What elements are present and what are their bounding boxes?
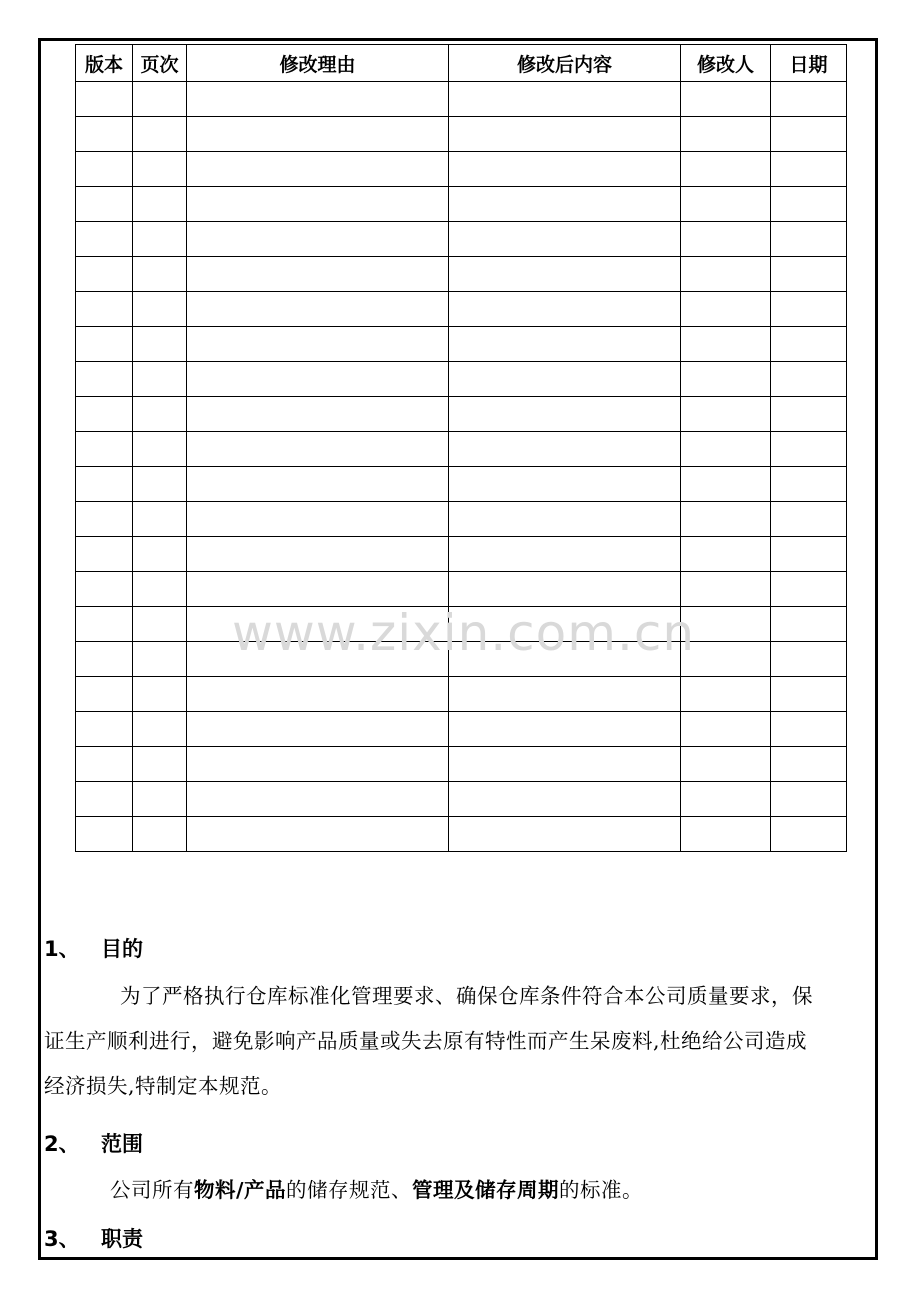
table-row — [76, 187, 847, 222]
purpose-line — [44, 974, 884, 1019]
table-cell — [771, 572, 847, 607]
section-number: 1、 — [44, 937, 80, 961]
table-cell — [681, 432, 771, 467]
table-row — [76, 572, 847, 607]
table-cell — [76, 117, 133, 152]
purpose-line: 证生产顺利进行，避免影响产品质量或失去原有特性而产生呆废料,杜绝给公司造成 — [44, 1029, 808, 1053]
table-cell — [133, 502, 187, 537]
section-number: 3、 — [44, 1227, 80, 1251]
table-cell — [681, 677, 771, 712]
table-cell — [449, 327, 681, 362]
table-cell — [76, 257, 133, 292]
table-row — [76, 432, 847, 467]
scope-text-1: 公司所有 — [110, 1178, 194, 1202]
table-cell — [681, 117, 771, 152]
table-cell — [681, 502, 771, 537]
table-cell — [133, 537, 187, 572]
table-cell — [76, 747, 133, 782]
table-cell — [187, 397, 449, 432]
table-cell — [76, 712, 133, 747]
table-cell — [771, 712, 847, 747]
table-cell — [449, 257, 681, 292]
table-row — [76, 397, 847, 432]
table-cell — [187, 782, 449, 817]
watermark: www.zixin.com.cn — [232, 604, 696, 662]
table-cell — [681, 537, 771, 572]
header-reason: 修改理由 — [187, 45, 449, 82]
table-cell — [133, 362, 187, 397]
table-cell — [681, 152, 771, 187]
table-cell — [681, 187, 771, 222]
table-cell — [681, 222, 771, 257]
table-cell — [771, 152, 847, 187]
table-cell — [449, 82, 681, 117]
table-row — [76, 817, 847, 852]
table-cell — [76, 292, 133, 327]
table-cell — [449, 712, 681, 747]
table-cell — [76, 537, 133, 572]
table-cell — [449, 222, 681, 257]
table-cell — [133, 642, 187, 677]
table-cell — [771, 327, 847, 362]
table-cell — [187, 327, 449, 362]
table-row — [76, 747, 847, 782]
scope-text-2: 的储存规范、 — [286, 1178, 412, 1202]
table-cell — [187, 502, 449, 537]
table-cell — [76, 152, 133, 187]
table-cell — [133, 467, 187, 502]
table-cell — [449, 362, 681, 397]
header-version: 版本 — [76, 45, 133, 82]
table-cell — [771, 502, 847, 537]
table-cell — [76, 502, 133, 537]
table-cell — [76, 782, 133, 817]
header-content: 修改后内容 — [449, 45, 681, 82]
table-cell — [187, 292, 449, 327]
table-row — [76, 152, 847, 187]
table-cell — [133, 397, 187, 432]
table-cell — [681, 327, 771, 362]
table-cell — [771, 607, 847, 642]
table-row — [76, 677, 847, 712]
table-cell — [771, 82, 847, 117]
section-heading-purpose — [44, 933, 143, 963]
table-cell — [187, 222, 449, 257]
table-cell — [681, 712, 771, 747]
table-cell — [681, 257, 771, 292]
table-cell — [133, 432, 187, 467]
table-cell — [771, 432, 847, 467]
table-cell — [187, 537, 449, 572]
section-title: 目的 — [101, 937, 143, 961]
table-cell — [76, 642, 133, 677]
table-row — [76, 467, 847, 502]
table-cell — [771, 257, 847, 292]
table-cell — [449, 782, 681, 817]
table-cell — [133, 222, 187, 257]
table-cell — [681, 82, 771, 117]
scope-paragraph — [44, 1168, 884, 1213]
table-cell — [133, 82, 187, 117]
table-cell — [187, 432, 449, 467]
table-cell — [133, 117, 187, 152]
table-cell — [771, 642, 847, 677]
table-cell — [681, 467, 771, 502]
table-cell — [449, 502, 681, 537]
table-cell — [76, 82, 133, 117]
section-heading-duties — [44, 1223, 143, 1253]
section-title: 范围 — [101, 1132, 143, 1156]
table-cell — [771, 187, 847, 222]
table-row — [76, 502, 847, 537]
table-cell — [76, 222, 133, 257]
table-row — [76, 82, 847, 117]
table-cell — [76, 677, 133, 712]
table-row — [76, 712, 847, 747]
table-cell — [187, 817, 449, 852]
revision-table — [75, 44, 847, 852]
purpose-paragraph — [44, 974, 884, 1109]
table-cell — [187, 362, 449, 397]
table-cell — [76, 467, 133, 502]
table-cell — [771, 817, 847, 852]
table-cell — [681, 782, 771, 817]
purpose-line: 经济损失,特制定本规范。 — [44, 1074, 283, 1098]
table-cell — [133, 677, 187, 712]
header-page: 页次 — [133, 45, 187, 82]
table-cell — [133, 712, 187, 747]
table-row — [76, 362, 847, 397]
table-cell — [133, 572, 187, 607]
table-cell — [133, 187, 187, 222]
table-cell — [133, 817, 187, 852]
table-row — [76, 117, 847, 152]
table-cell — [187, 117, 449, 152]
table-cell — [187, 677, 449, 712]
table-header-row — [76, 45, 847, 82]
table-cell — [771, 782, 847, 817]
table-cell — [133, 152, 187, 187]
table-cell — [771, 117, 847, 152]
table-cell — [449, 397, 681, 432]
table-cell — [76, 607, 133, 642]
table-cell — [771, 397, 847, 432]
section-number: 2、 — [44, 1132, 80, 1156]
table-cell — [76, 397, 133, 432]
table-cell — [771, 362, 847, 397]
table-row — [76, 257, 847, 292]
table-cell — [187, 82, 449, 117]
table-cell — [681, 397, 771, 432]
table-cell — [76, 327, 133, 362]
table-row — [76, 537, 847, 572]
table-cell — [187, 747, 449, 782]
table-cell — [187, 152, 449, 187]
table-cell — [681, 572, 771, 607]
table-cell — [449, 152, 681, 187]
section-heading-scope — [44, 1128, 143, 1158]
table-cell — [187, 572, 449, 607]
scope-bold-2: 管理及储存周期 — [412, 1178, 559, 1202]
table-cell — [76, 187, 133, 222]
table-cell — [133, 257, 187, 292]
table-cell — [449, 432, 681, 467]
table-cell — [133, 747, 187, 782]
header-date: 日期 — [771, 45, 847, 82]
table-cell — [76, 817, 133, 852]
table-cell — [449, 187, 681, 222]
table-row — [76, 782, 847, 817]
table-cell — [187, 712, 449, 747]
table-cell — [449, 747, 681, 782]
table-cell — [771, 677, 847, 712]
table-cell — [681, 362, 771, 397]
scope-bold-1: 物料/产品 — [194, 1178, 286, 1202]
table-row — [76, 327, 847, 362]
table-cell — [449, 292, 681, 327]
table-cell — [133, 782, 187, 817]
section-title: 职责 — [101, 1227, 143, 1251]
table-row — [76, 292, 847, 327]
table-cell — [771, 537, 847, 572]
table-cell — [133, 292, 187, 327]
header-editor: 修改人 — [681, 45, 771, 82]
table-cell — [449, 467, 681, 502]
table-cell — [449, 817, 681, 852]
table-cell — [133, 607, 187, 642]
table-cell — [681, 817, 771, 852]
table-cell — [76, 362, 133, 397]
table-cell — [187, 467, 449, 502]
table-cell — [771, 747, 847, 782]
table-cell — [187, 187, 449, 222]
table-cell — [76, 432, 133, 467]
scope-text-3: 的标准。 — [559, 1178, 643, 1202]
table-cell — [76, 572, 133, 607]
table-cell — [681, 747, 771, 782]
table-cell — [449, 572, 681, 607]
table-cell — [771, 222, 847, 257]
table-cell — [771, 292, 847, 327]
table-row — [76, 222, 847, 257]
table-cell — [187, 257, 449, 292]
table-cell — [133, 327, 187, 362]
purpose-line-1: 为了严格执行仓库标准化管理要求、确保仓库条件符合本公司质量要求，保 — [120, 984, 813, 1008]
table-cell — [771, 467, 847, 502]
table-cell — [449, 677, 681, 712]
table-cell — [681, 292, 771, 327]
table-cell — [449, 537, 681, 572]
table-cell — [449, 117, 681, 152]
